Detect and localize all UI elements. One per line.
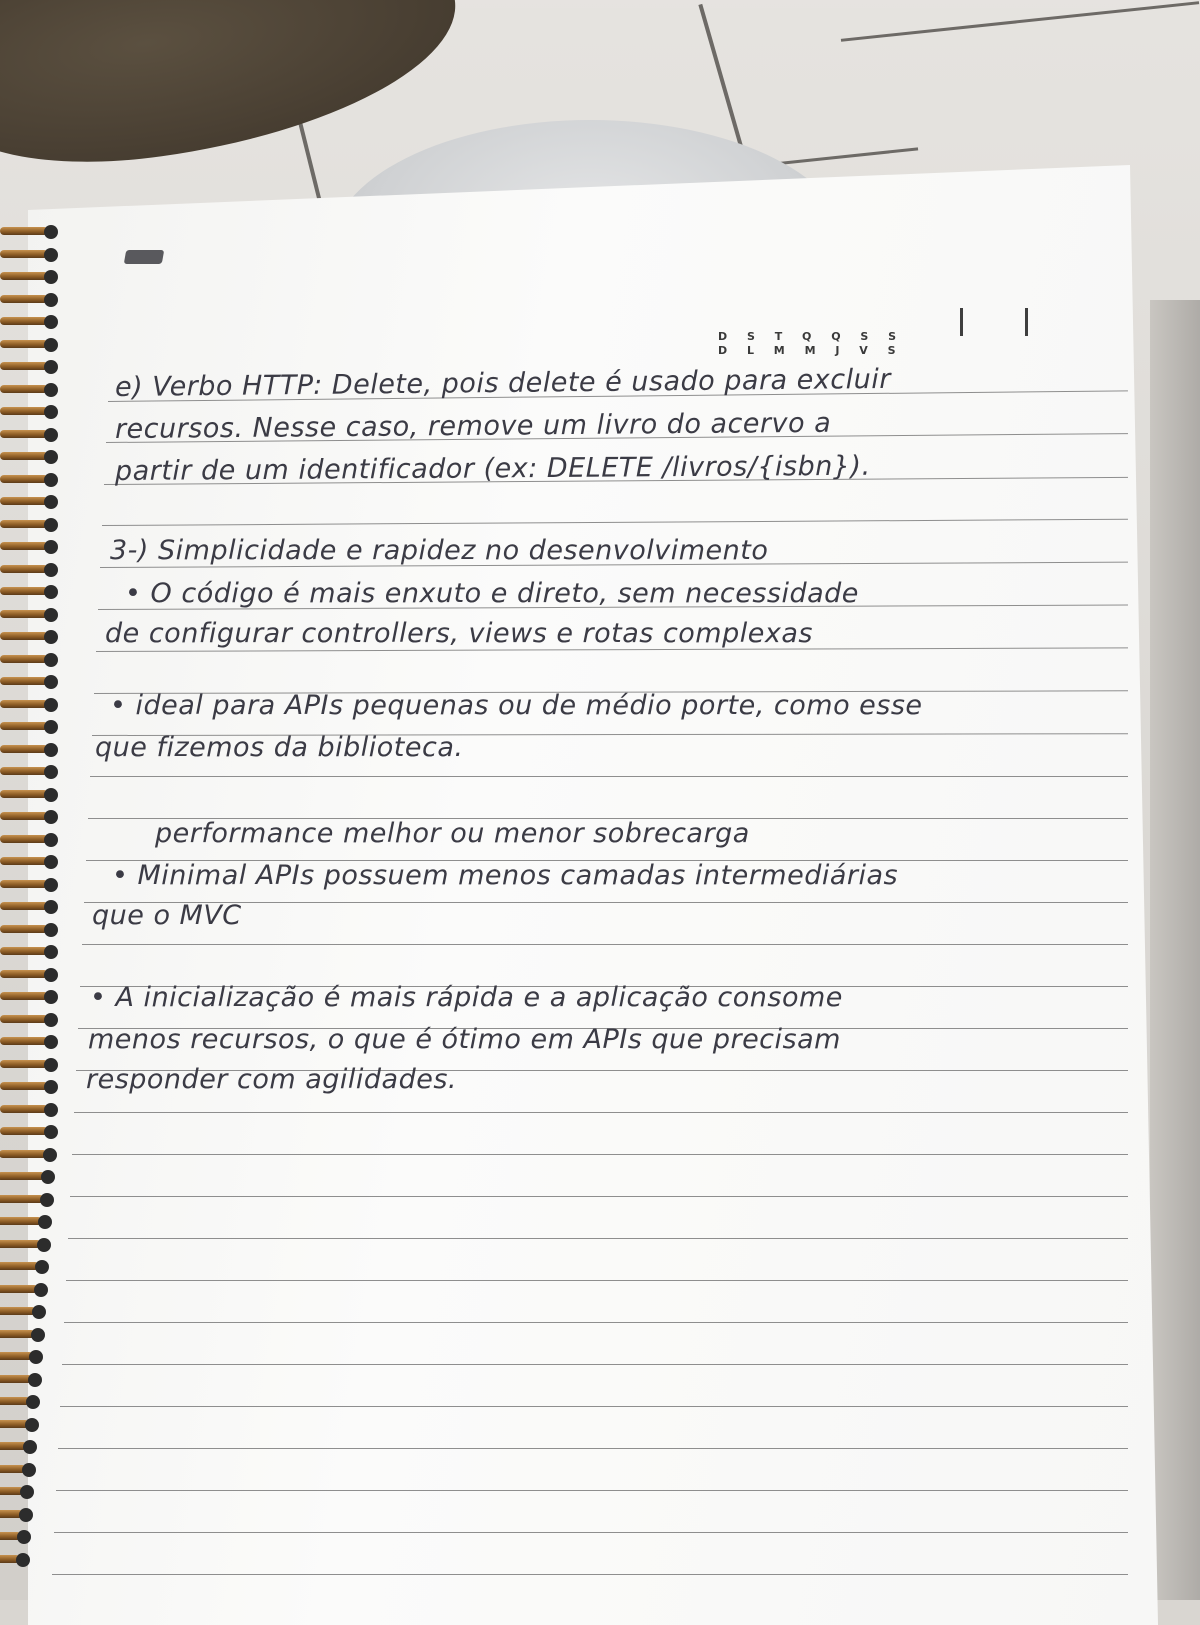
spiral-coil (0, 1170, 59, 1184)
page-corner-mark (124, 250, 164, 264)
coil-wire (0, 520, 48, 528)
coil-wire (0, 610, 48, 618)
punch-hole (44, 473, 58, 487)
ruled-line (60, 1406, 1128, 1407)
coil-wire (0, 857, 48, 865)
ruled-line (52, 1574, 1128, 1575)
punch-hole (44, 450, 58, 464)
coil-wire (0, 700, 48, 708)
spiral-coil (0, 1148, 61, 1162)
coil-wire (0, 475, 48, 483)
punch-hole (44, 360, 58, 374)
spiral-coil (0, 1080, 62, 1094)
spiral-coil (0, 225, 62, 239)
spiral-coil (0, 495, 62, 509)
punch-hole (44, 788, 58, 802)
weekday-header (718, 330, 904, 358)
spiral-coil (0, 1238, 55, 1252)
answer-3-point-4-line-1: • A inicialização é mais rápida e a aplicação consome (90, 982, 843, 1013)
coil-wire (0, 1172, 45, 1180)
punch-hole (16, 1553, 30, 1567)
spiral-coil (0, 698, 62, 712)
answer-e-line-3: partir de um identificador (ex: DELETE /livros/{isbn}). (114, 450, 871, 487)
spiral-coil (0, 1485, 38, 1499)
coil-wire (0, 1015, 48, 1023)
answer-e-line-1: e) Verbo HTTP: Delete, pois delete é usado para excluir (114, 363, 892, 403)
spiral-coil (0, 248, 62, 262)
punch-hole (44, 225, 58, 239)
coil-wire (0, 632, 48, 640)
coil-wire (0, 1037, 48, 1045)
spiral-coil (0, 1283, 52, 1297)
coil-wire (0, 1240, 41, 1248)
spiral-coil (0, 1013, 62, 1027)
punch-hole (31, 1328, 45, 1342)
spiral-coil (0, 338, 62, 352)
punch-hole (44, 428, 58, 442)
punch-hole (22, 1463, 36, 1477)
spiral-coil (0, 585, 62, 599)
punch-hole (44, 855, 58, 869)
punch-hole (20, 1485, 34, 1499)
coil-wire (0, 587, 48, 595)
punch-hole (23, 1440, 37, 1454)
punch-hole (44, 698, 58, 712)
spiral-coil (0, 1463, 40, 1477)
spiral-coil (0, 1508, 37, 1522)
answer-e-line-2: recursos. Nesse caso, remove um livro do acervo a (114, 407, 832, 445)
ruled-line (64, 1322, 1128, 1323)
punch-hole (44, 675, 58, 689)
spiral-coil (0, 405, 62, 419)
coil-wire (0, 970, 48, 978)
punch-hole (44, 383, 58, 397)
answer-3-point-3-line-1: • Minimal APIs possuem menos camadas intermediárias (112, 860, 899, 891)
coil-wire (0, 1127, 48, 1135)
ruled-line (70, 1196, 1128, 1197)
coil-wire (0, 407, 48, 415)
spiral-coil (0, 315, 62, 329)
punch-hole (44, 810, 58, 824)
punch-hole (37, 1238, 51, 1252)
punch-hole (44, 833, 58, 847)
answer-3-point-3-line-2: que o MVC (92, 900, 242, 931)
punch-hole (44, 990, 58, 1004)
spiral-coil (0, 383, 62, 397)
spiral-coil (0, 743, 62, 757)
punch-hole (19, 1508, 33, 1522)
spiral-coil (0, 540, 62, 554)
punch-hole (44, 1103, 58, 1117)
coil-wire (0, 1150, 47, 1158)
punch-hole (44, 945, 58, 959)
ruled-line (72, 1154, 1128, 1155)
punch-hole (28, 1373, 42, 1387)
spiral-coil (0, 1530, 35, 1544)
coil-wire (0, 1195, 44, 1203)
coil-wire (0, 452, 48, 460)
date-field-mark (1025, 308, 1028, 336)
spiral-coil (0, 1058, 62, 1072)
spiral-coil (0, 293, 62, 307)
spiral-coil (0, 608, 62, 622)
coil-wire (0, 790, 48, 798)
coil-wire (0, 812, 48, 820)
spiral-coil (0, 1215, 56, 1229)
coil-wire (0, 835, 48, 843)
weekday-initials-bottom: D L M M J V S (718, 344, 904, 357)
spiral-coil (0, 1553, 34, 1567)
punch-hole (44, 1080, 58, 1094)
coil-wire (0, 655, 48, 663)
ruled-line (74, 1112, 1128, 1113)
punch-hole (44, 608, 58, 622)
ruled-line (54, 1532, 1128, 1533)
spiral-coil (0, 428, 62, 442)
coil-wire (0, 677, 48, 685)
punch-hole (25, 1418, 39, 1432)
coil-wire (0, 1060, 48, 1068)
date-field-mark (960, 308, 963, 336)
answer-3-subheading: performance melhor ou menor sobrecarga (155, 818, 750, 849)
background-edge (1150, 300, 1200, 1600)
spiral-coil (0, 720, 62, 734)
answer-3-point-4-line-3: responder com agilidades. (86, 1064, 458, 1095)
coil-wire (0, 1217, 42, 1225)
spiral-coil (0, 900, 62, 914)
punch-hole (44, 540, 58, 554)
spiral-coil (0, 450, 62, 464)
spiral-coil (0, 968, 62, 982)
punch-hole (44, 1013, 58, 1027)
coil-wire (0, 497, 48, 505)
spiral-coil (0, 990, 62, 1004)
spiral-coil (0, 1440, 41, 1454)
coil-wire (0, 362, 48, 370)
coil-wire (0, 767, 48, 775)
coil-wire (0, 542, 48, 550)
punch-hole (44, 495, 58, 509)
spiral-coil (0, 810, 62, 824)
punch-hole (38, 1215, 52, 1229)
coil-wire (0, 430, 48, 438)
spiral-coil (0, 518, 62, 532)
answer-3-heading: 3-) Simplicidade e rapidez no desenvolvimento (110, 535, 769, 566)
spiral-coil (0, 945, 62, 959)
coil-wire (0, 722, 48, 730)
ruled-line (102, 519, 1128, 526)
punch-hole (44, 653, 58, 667)
punch-hole (44, 518, 58, 532)
punch-hole (35, 1260, 49, 1274)
coil-wire (0, 992, 48, 1000)
spiral-coil (0, 360, 62, 374)
coil-wire (0, 385, 48, 393)
coil-wire (0, 1285, 38, 1293)
spiral-coil (0, 1260, 53, 1274)
punch-hole (29, 1350, 43, 1364)
coil-wire (0, 947, 48, 955)
coil-wire (0, 565, 48, 573)
spiral-coil (0, 1103, 62, 1117)
spiral-coil (0, 878, 62, 892)
punch-hole (40, 1193, 54, 1207)
punch-hole (44, 765, 58, 779)
coil-wire (0, 272, 48, 280)
spiral-coil (0, 1350, 47, 1364)
spiral-coil (0, 788, 62, 802)
punch-hole (44, 585, 58, 599)
punch-hole (44, 338, 58, 352)
spiral-coil (0, 1035, 62, 1049)
punch-hole (44, 248, 58, 262)
ruled-line (66, 1280, 1128, 1281)
ruled-line (68, 1238, 1128, 1239)
punch-hole (44, 630, 58, 644)
spiral-coil (0, 1418, 43, 1432)
spiral-coil (0, 923, 62, 937)
punch-hole (44, 563, 58, 577)
punch-hole (44, 720, 58, 734)
coil-wire (0, 227, 48, 235)
spiral-coil (0, 563, 62, 577)
spiral-coil (0, 1328, 49, 1342)
ruled-line (58, 1448, 1128, 1449)
punch-hole (44, 270, 58, 284)
coil-wire (0, 295, 48, 303)
punch-hole (26, 1395, 40, 1409)
punch-hole (34, 1283, 48, 1297)
punch-hole (32, 1305, 46, 1319)
spiral-coil (0, 630, 62, 644)
spiral-coil (0, 1305, 50, 1319)
answer-3-point-1-line-1: • O código é mais enxuto e direto, sem necessidade (125, 578, 859, 609)
coil-wire (0, 1262, 39, 1270)
coil-wire (0, 250, 48, 258)
coil-wire (0, 902, 48, 910)
coil-wire (0, 317, 48, 325)
punch-hole (44, 315, 58, 329)
weekday-initials-top: D S T Q Q S S (718, 330, 905, 343)
spiral-coil (0, 1193, 58, 1207)
punch-hole (44, 1035, 58, 1049)
coil-wire (0, 880, 48, 888)
punch-hole (44, 900, 58, 914)
spiral-coil (0, 1125, 62, 1139)
coil-wire (0, 1307, 36, 1315)
spiral-coil (0, 1395, 44, 1409)
spiral-coil (0, 833, 62, 847)
punch-hole (44, 1125, 58, 1139)
coil-wire (0, 925, 48, 933)
answer-3-point-2-line-2: que fizemos da biblioteca. (95, 732, 464, 763)
punch-hole (44, 293, 58, 307)
answer-3-point-4-line-2: menos recursos, o que é ótimo em APIs que precisam (88, 1024, 841, 1055)
coil-wire (0, 1105, 48, 1113)
punch-hole (17, 1530, 31, 1544)
ruled-line (82, 944, 1128, 945)
coil-wire (0, 1375, 32, 1383)
punch-hole (44, 968, 58, 982)
punch-hole (44, 923, 58, 937)
ruled-line (56, 1490, 1128, 1491)
spiral-coil (0, 1373, 46, 1387)
coil-wire (0, 745, 48, 753)
ruled-line (90, 776, 1128, 777)
coil-wire (0, 1330, 35, 1338)
answer-3-point-1-line-2: de configurar controllers, views e rotas complexas (105, 618, 813, 649)
spiral-coil (0, 270, 62, 284)
spiral-coil (0, 855, 62, 869)
spiral-coil (0, 653, 62, 667)
answer-3-point-2-line-1: • ideal para APIs pequenas ou de médio porte, como esse (110, 690, 923, 721)
spiral-coil (0, 675, 62, 689)
coil-wire (0, 340, 48, 348)
spiral-binding (0, 225, 70, 1600)
punch-hole (44, 743, 58, 757)
punch-hole (44, 1058, 58, 1072)
punch-hole (44, 405, 58, 419)
punch-hole (41, 1170, 55, 1184)
spiral-coil (0, 473, 62, 487)
punch-hole (43, 1148, 57, 1162)
spiral-coil (0, 765, 62, 779)
punch-hole (44, 878, 58, 892)
coil-wire (0, 1082, 48, 1090)
ruled-line (62, 1364, 1128, 1365)
